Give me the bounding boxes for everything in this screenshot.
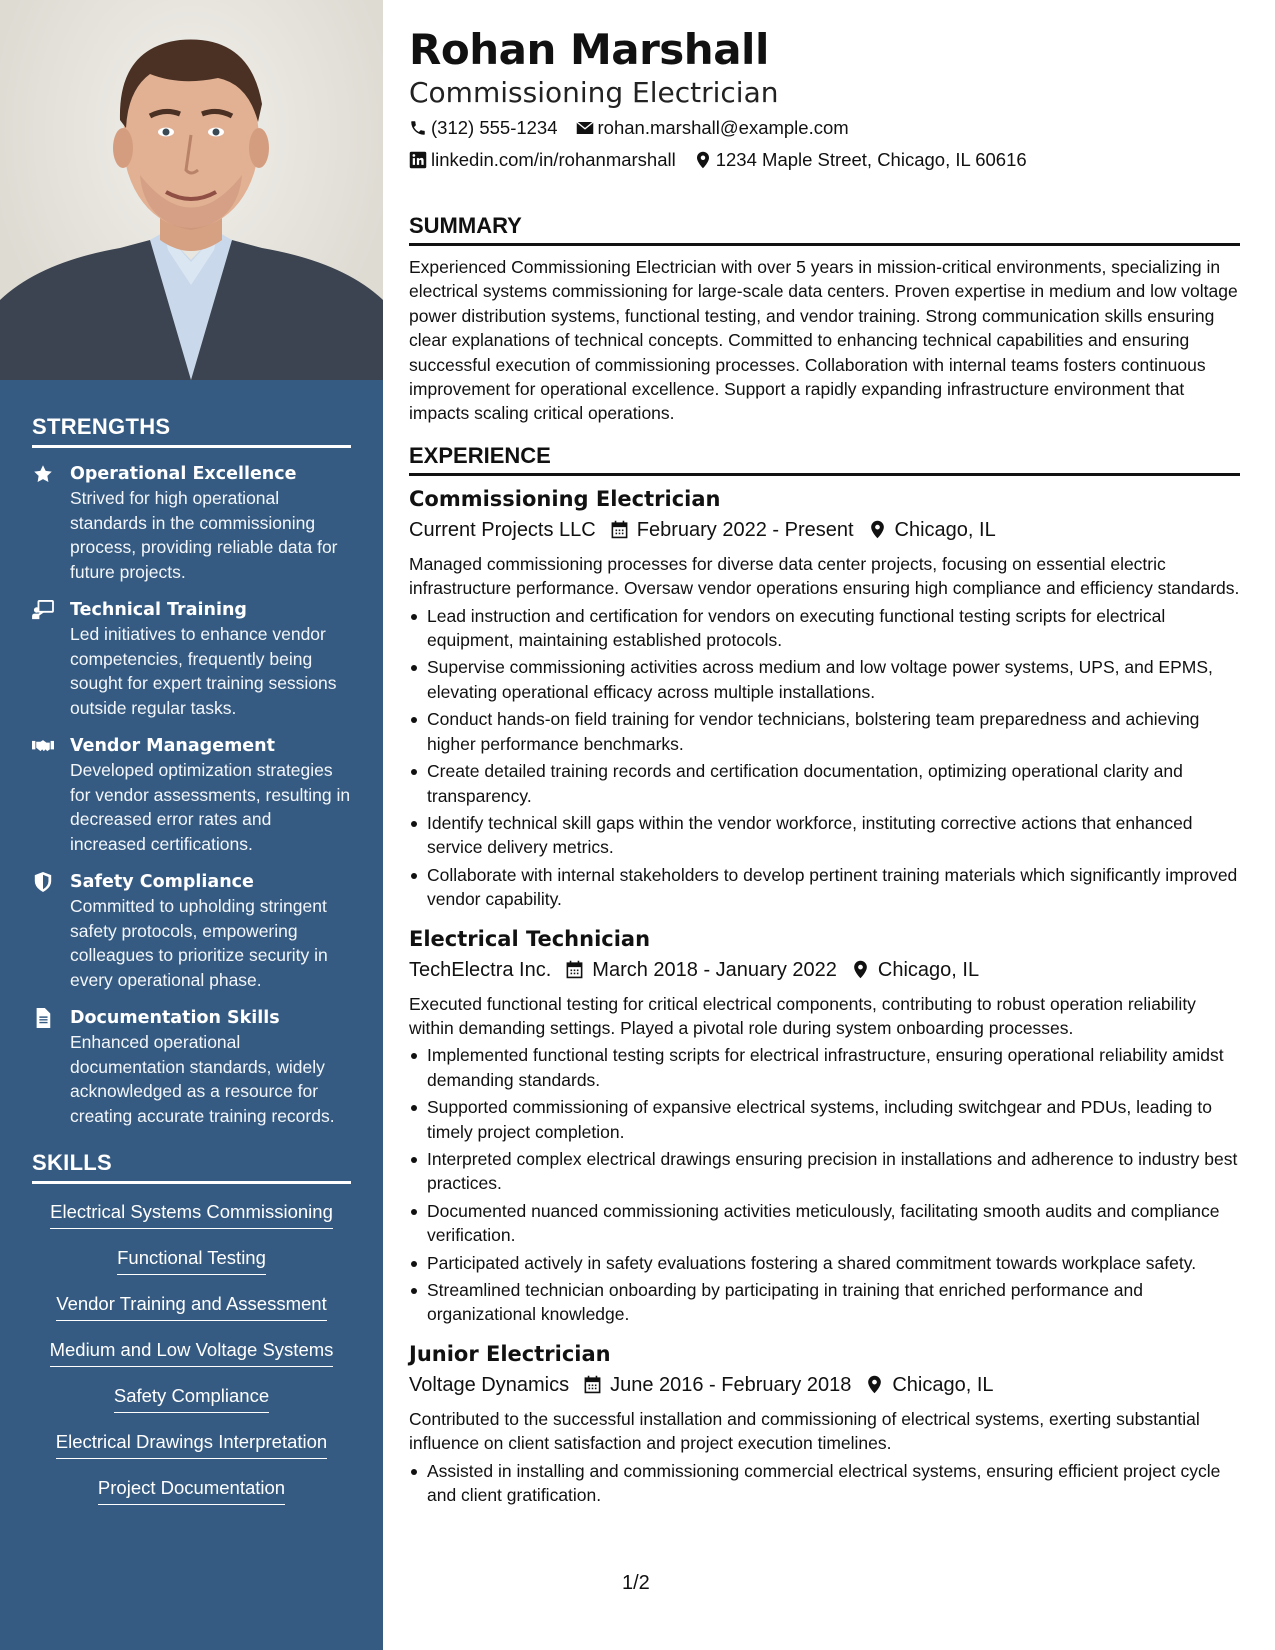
company-name: Current Projects LLC: [409, 518, 596, 541]
bullet-item: Supported commissioning of expansive electrical systems, including switchgear and PDUs, leading to timely project completion.: [409, 1095, 1240, 1144]
handshake-icon: [32, 734, 70, 856]
candidate-name: Rohan Marshall: [409, 25, 769, 74]
skills-heading: SKILLS: [32, 1150, 351, 1184]
job-dates: February 2022 - Present: [636, 518, 854, 541]
strength-item: [32, 734, 351, 856]
document-icon: [32, 1006, 70, 1128]
job-title: Junior Electrician: [409, 1341, 611, 1366]
bullet-item: Supervise commissioning activities across medium and low voltage power systems, UPS, and EPMS, elevating operational efficacy across multiple installations.: [409, 655, 1240, 704]
address-text: 1234 Maple Street, Chicago, IL 60616: [715, 149, 1027, 170]
email-address: rohan.marshall@example.com: [597, 117, 849, 138]
job-entry: [409, 484, 1240, 912]
map-pin-icon: [851, 960, 870, 979]
job-meta: [409, 1370, 1240, 1400]
strength-title: Technical Training: [70, 600, 247, 620]
candidate-role: Commissioning Electrician: [409, 76, 779, 109]
bullet-item: Implemented functional testing scripts for electrical infrastructure, ensuring operational reliability amidst demanding standards.: [409, 1043, 1240, 1092]
company-name: TechElectra Inc.: [409, 958, 552, 981]
calendar-icon: [610, 520, 629, 539]
bullet-item: Collaborate with internal stakeholders to develop pertinent training materials which significantly improved vendor capability.: [409, 863, 1240, 912]
page-number: 1/2: [622, 1572, 650, 1594]
job-bullets: [409, 1459, 1240, 1508]
strength-item: [32, 598, 351, 720]
skills-list: [32, 1192, 351, 1505]
job-entry: [409, 924, 1240, 1327]
bullet-item: Documented nuanced commissioning activities meticulously, facilitating smooth audits and compliance verification.: [409, 1199, 1240, 1248]
strength-description: Committed to upholding stringent safety protocols, empowering colleagues to prioritize security in every operational phase.: [70, 896, 328, 990]
job-description: Executed functional testing for critical electrical components, contributing to robust operation reliability within demanding settings. Played a pivotal role during system onboarding processes.: [409, 993, 1196, 1038]
map-pin-icon: [694, 151, 712, 169]
strength-description: Enhanced operational documentation standards, widely acknowledged as a resource for creating accurate training records.: [70, 1032, 335, 1126]
star-icon: [32, 462, 70, 584]
strength-description: Developed optimization strategies for vendor assessments, resulting in decreased error rates and increased certifications.: [70, 760, 351, 854]
bullet-item: Lead instruction and certification for vendors on executing functional testing scripts for electrical equipment, maintaining established protocols.: [409, 604, 1240, 653]
bullet-item: Conduct hands-on field training for vendor technicians, bolstering team preparedness and achieving higher performance benchmarks.: [409, 707, 1240, 756]
strength-title: Vendor Management: [70, 736, 276, 756]
main-content: [409, 0, 1240, 1507]
job-location: Chicago, IL: [894, 518, 996, 541]
strengths-heading: STRENGTHS: [32, 414, 351, 448]
company-name: Voltage Dynamics: [409, 1373, 570, 1396]
bullet-item: Interpreted complex electrical drawings ensuring precision in installations and adherence to industry best practices.: [409, 1147, 1240, 1196]
skill-item: Electrical Drawings Interpretation: [56, 1430, 327, 1459]
job-title: Commissioning Electrician: [409, 486, 721, 511]
job-title: Electrical Technician: [409, 926, 651, 951]
job-meta: [409, 955, 1240, 985]
skill-item: Electrical Systems Commissioning: [50, 1200, 333, 1229]
linkedin-icon: [409, 151, 427, 169]
address-contact: [694, 148, 1027, 172]
phone-icon: [409, 119, 427, 137]
sidebar: [0, 0, 383, 1650]
summary-text: Experienced Commissioning Electrician with over 5 years in mission-critical environments, specializing in electrical systems commissioning for large-scale data centers. Proven expertise in medium and low voltage power distribution systems, functional testing, and vendor training. Strong communication skills ensuring clear explanations of technical concepts. Committed to enhancing technical capabilities and ensuring successful execution of commissioning processes. Collaboration with internal teams fosters continuous improvement for operational excellence. Support a rapidly expanding infrastructure environment that impacts scaling critical operations.: [409, 257, 1238, 424]
strength-item: [32, 870, 351, 992]
job-meta: [409, 515, 1240, 545]
job-dates: March 2018 - January 2022: [592, 958, 837, 981]
summary-heading: SUMMARY: [409, 212, 1240, 246]
bullet-item: Assisted in installing and commissioning commercial electrical systems, ensuring efficient project cycle and client gratification.: [409, 1459, 1240, 1508]
skill-item: Project Documentation: [98, 1476, 285, 1505]
job-dates: June 2016 - February 2018: [610, 1373, 852, 1396]
email-contact[interactable]: [576, 116, 849, 140]
linkedin-contact[interactable]: [409, 148, 676, 172]
job-bullets: [409, 1043, 1240, 1326]
profile-photo: [0, 0, 383, 380]
strength-title: Safety Compliance: [70, 872, 254, 892]
strength-item: [32, 462, 351, 584]
contact-row: [409, 148, 1240, 172]
bullet-item: Create detailed training records and certification documentation, optimizing operational clarity and transparency.: [409, 759, 1240, 808]
map-pin-icon: [868, 520, 887, 539]
strength-title: Operational Excellence: [70, 464, 297, 484]
skill-item: Medium and Low Voltage Systems: [50, 1338, 334, 1367]
strength-description: Strived for high operational standards in the commissioning process, providing reliable data for future projects.: [70, 488, 338, 582]
map-pin-icon: [865, 1375, 884, 1394]
phone-number: (312) 555-1234: [431, 117, 558, 138]
skill-item: Functional Testing: [117, 1246, 266, 1275]
envelope-icon: [576, 119, 594, 137]
strength-title: Documentation Skills: [70, 1008, 280, 1028]
experience-heading: EXPERIENCE: [409, 442, 1240, 476]
bullet-item: Identify technical skill gaps within the vendor workforce, instituting corrective actions that enhanced service delivery metrics.: [409, 811, 1240, 860]
teacher-icon: [32, 598, 70, 720]
phone-contact[interactable]: [409, 116, 558, 140]
linkedin-url: linkedin.com/in/rohanmarshall: [431, 149, 676, 170]
job-location: Chicago, IL: [892, 1373, 994, 1396]
contact-row: [409, 116, 1240, 140]
strength-item: [32, 1006, 351, 1128]
calendar-icon: [565, 960, 584, 979]
strength-description: Led initiatives to enhance vendor competencies, frequently being sought for expert training sessions outside regular tasks.: [70, 624, 337, 718]
calendar-icon: [583, 1375, 602, 1394]
bullet-item: Streamlined technician onboarding by participating in training that enriched performance and organizational knowledge.: [409, 1278, 1240, 1327]
bullet-item: Participated actively in safety evaluations fostering a shared commitment towards workplace safety.: [409, 1251, 1240, 1275]
job-description: Contributed to the successful installation and commissioning of electrical systems, exerting substantial influence on client satisfaction and project execution timelines.: [409, 1408, 1200, 1454]
job-bullets: [409, 604, 1240, 912]
job-location: Chicago, IL: [877, 958, 980, 981]
job-entry: [409, 1339, 1240, 1508]
shield-icon: [32, 870, 70, 992]
skill-item: Safety Compliance: [114, 1384, 269, 1413]
skill-item: Vendor Training and Assessment: [56, 1292, 326, 1321]
job-description: Managed commissioning processes for diverse data center projects, focusing on essential electric infrastructure performance. Oversaw vendor operations ensuring high compliance and efficiency standards.: [409, 553, 1240, 599]
